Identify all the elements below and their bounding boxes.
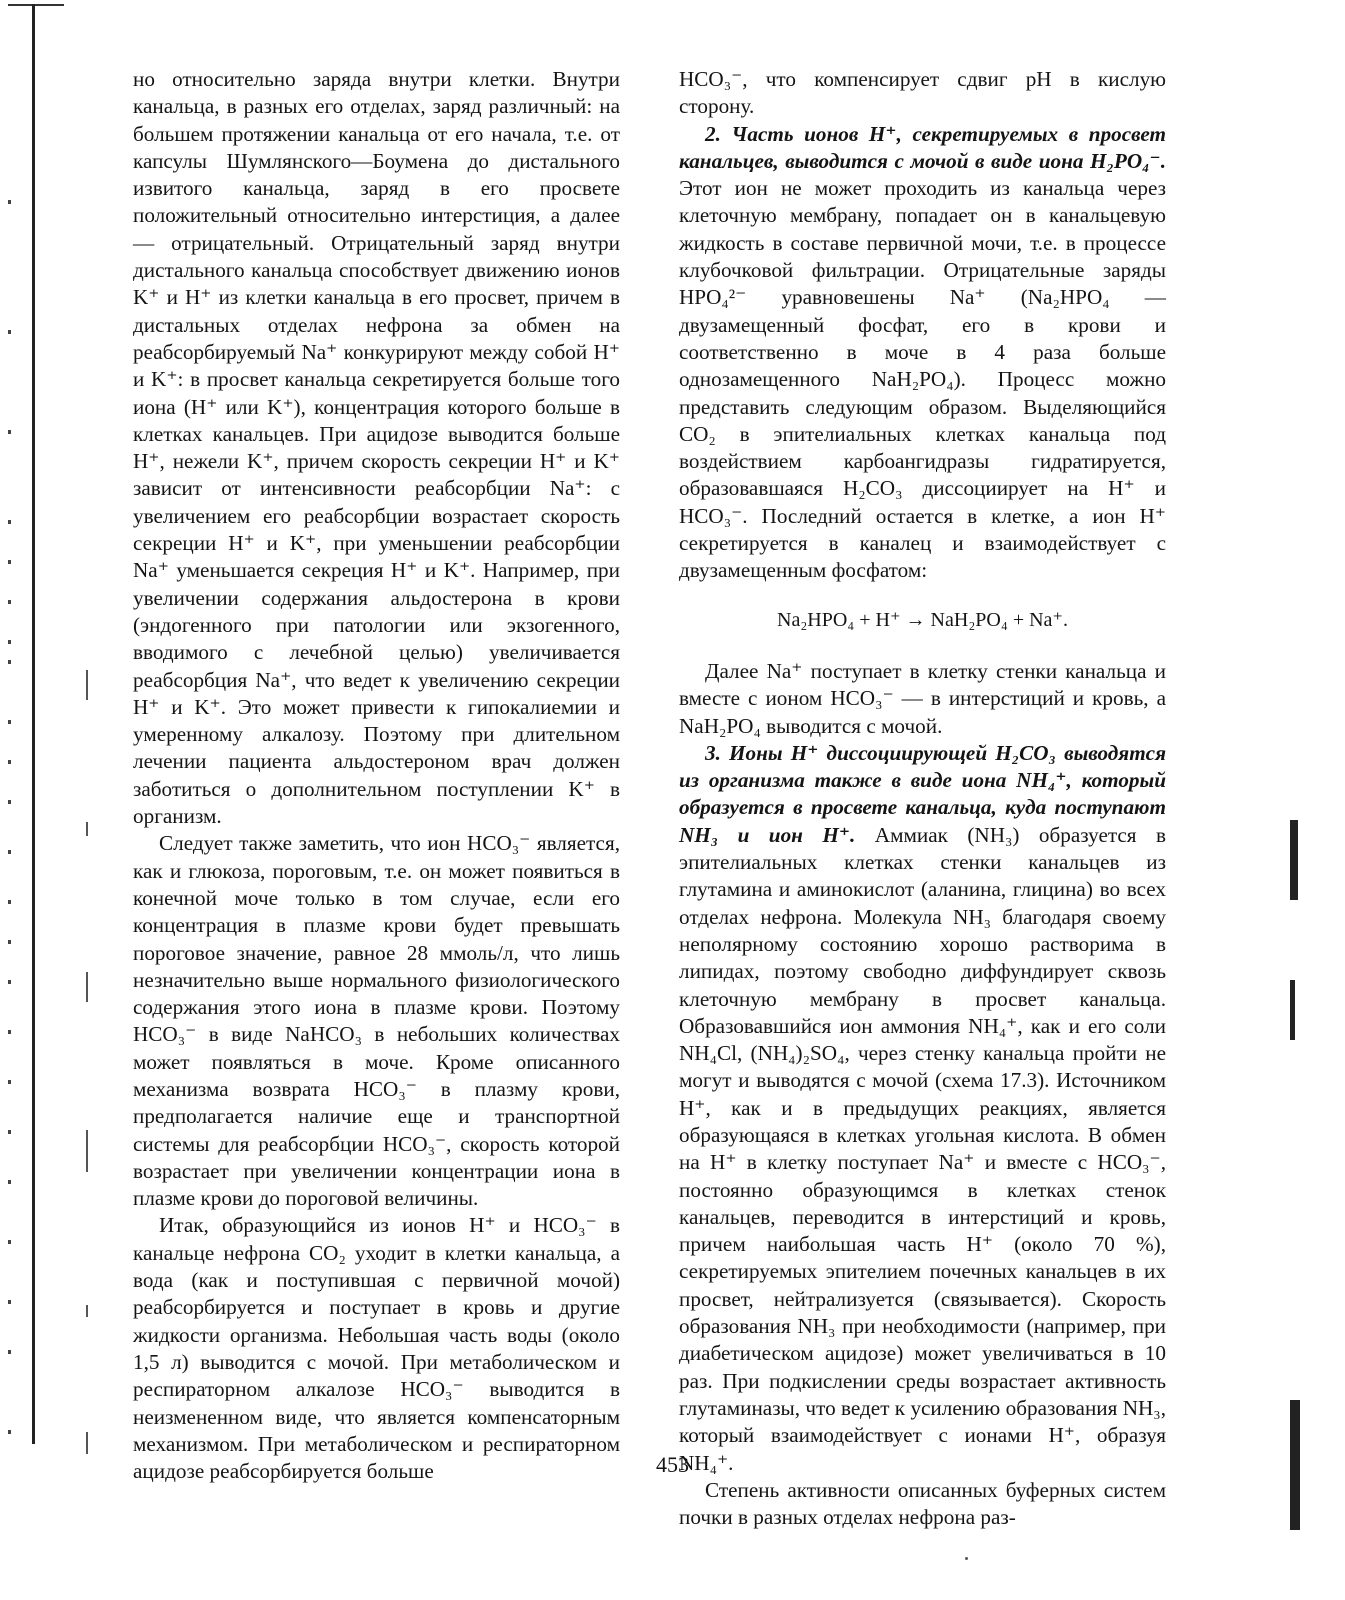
scan-edge-line [8, 4, 64, 6]
right-paragraph-2 [679, 121, 1166, 585]
section-2-text: Этот ион не может проходить из канальца через клеточную мембрану, попадает он в канальцевую жидкость в составе первичной мочи, т.е. в процессе клубочковой фильтрации. Отрицательные заряды HPO₄²⁻ уравновешены Na⁺ (Na₂HPO₄ — двузамещенный фосфат, его в крови и соответственно в моче в 4 раза больше однозамещенного NaH₂PO₄). Процесс можно представить следующим образом. Выделяющийся CO₂ в эпителиальных клетках канальца под воздействием карбоангидразы гидратируется, образовавшаяся H₂CO₃ диссоциирует на H⁺ и HCO₃⁻. Последний остается в клетке, а ион H⁺ секретируется в каналец и взаимодействует с двузамещенным фосфатом: [679, 176, 1166, 583]
scan-speck [8, 900, 11, 904]
scan-speck [8, 940, 11, 944]
left-column [133, 66, 620, 1485]
left-paragraph-3: Итак, образующийся из ионов H⁺ и HCO₃⁻ в канальце нефрона CO₂ уходит в клетки канальца, а вода (как и поступившая с первичной мочой) реабсорбируется и поступает в кровь и другие жидкости организма. Небольшая часть воды (около 1,5 л) выводится с мочой. При метаболическом и респираторном алкалозе HCO₃⁻ выводится в неизмененном виде, что является компенсаторным механизмом. При метаболическом и респираторном ацидозе реабсорбируется больше [133, 1213, 620, 1484]
right-column [679, 66, 1166, 1531]
scan-mark [86, 1305, 88, 1317]
scan-mark [86, 822, 88, 836]
scan-speck [8, 720, 11, 724]
right-paragraph-3: Далее Na⁺ поступает в клетку стенки канальца и вместе с ионом HCO₃⁻ — в интерстиций и кровь, а NaH₂PO₄ выводится с мочой. [679, 658, 1166, 738]
scan-speck [8, 600, 11, 604]
scan-mark [86, 972, 88, 1002]
right-paragraph-1: HCO₃⁻, что компенсирует сдвиг pH в кислую сторону. [679, 67, 1166, 119]
scan-speck [8, 1300, 11, 1304]
scan-speck [8, 850, 11, 854]
scan-mark [86, 1432, 88, 1454]
scan-mark [86, 1130, 88, 1172]
scan-speck [8, 1240, 11, 1244]
right-paragraph-5: Степень активности описанных буферных систем почки в разных отделах нефрона раз- [679, 1477, 1166, 1530]
scan-binding-line [32, 4, 35, 1444]
section-2-heading: 2. Часть ионов H⁺, секретируемых в просвет канальцев, выводится с мочой в виде иона H₂PO₄⁻. [679, 121, 1166, 173]
page-number: 453 [656, 1452, 689, 1477]
scan-speck [8, 1080, 11, 1084]
scan-speck [8, 760, 11, 764]
scan-speck [8, 1180, 11, 1184]
chemical-equation: Na₂HPO₄ + H⁺ → NaH₂PO₄ + Na⁺. [777, 608, 1068, 631]
scan-speck [965, 1557, 968, 1560]
scan-speck [8, 1030, 11, 1034]
scan-speck [8, 520, 11, 524]
left-paragraph-2: Следует также заметить, что ион HCO₃⁻ является, как и глюкоза, пороговым, т.е. он может появиться в конечной моче только в том случае, если его концентрация в плазме крови будет превышать пороговое значение, равное 28 ммоль/л, что лишь незначительно выше нормального физиологического содержания этого иона в плазме крови. Поэтому HCO₃⁻ в виде NaHCO₃ в небольших количествах может появляться в моче. Кроме описанного механизма возврата HCO₃⁻ в плазму крови, предполагается наличие еще и транспортной системы для реабсорбции HCO₃⁻, скорость которой возрастает при увеличении концентрации иона в плазме крови до пороговой величины. [133, 831, 620, 1211]
scan-speck [8, 430, 11, 434]
scan-edge-shadow [1290, 820, 1298, 900]
scan-edge-shadow [1290, 980, 1295, 1040]
section-3-text: Аммиак (NH₃) образуется в эпителиальных клетках стенки канальцев из глутамина и аминокислот (аланина, глицина) во всех отделах нефрона. Молекула NH₃ благодаря своему неполярному состоянию хорошо растворима в липидах, поэтому свободно диффундирует сквозь клеточную мембрану в просвет канальца. Образовавшийся ион аммония NH₄⁺, как и его соли NH₄Cl, (NH₄)₂SO₄, через стенку канальца пройти не могут и выводятся с мочой (схема 17.3). Источником H⁺, как и в предыдущих реакциях, является образующаяся в клетках угольная кислота. В обмен на H⁺ в клетку поступает Na⁺ и вместе с HCO₃⁻, постоянно образующимся в клетках стенок канальцев, переводится в интерстиций и кровь, причем наибольшая часть H⁺ (около 70 %), секретируемых эпителием почечных канальцев в их просвет, нейтрализуется (связывается). Скорость образования NH₃ при необходимости (например, при диабетическом ацидозе) может увеличиваться в 10 раз. При подкислении среды возрастает активность глутаминазы, что ведет к усилению образования NH₃, который взаимодействует с ионами H⁺, образуя NH₄⁺. [679, 822, 1166, 1475]
scan-speck [8, 560, 11, 564]
scan-speck [8, 660, 11, 664]
scan-speck [8, 330, 11, 334]
scan-speck [8, 1130, 11, 1134]
scan-speck [8, 1350, 11, 1354]
right-paragraph-4 [679, 740, 1166, 1477]
section-3-heading: 3. Ионы H⁺ диссоциирующей H₂CO₃ выводятся из организма также в виде иона NH₄⁺, который образуется в просвете канальца, куда поступают NH₃ и ион H⁺. [679, 740, 1166, 847]
scan-speck [8, 640, 11, 644]
scan-speck [8, 1430, 11, 1434]
scan-speck [8, 980, 11, 984]
scan-speck [8, 800, 11, 804]
scan-mark [86, 670, 88, 700]
left-paragraph-1: но относительно заряда внутри клетки. Внутри канальца, в разных его отделах, заряд различный: на большем протяжении канальца от его начала, т.е. от капсулы Шумлянского—Боумена до дистального извитого канальца, заряд в его просвете положительный относительно интерстиция, а далее — отрицательный. Отрицательный заряд внутри дистального канальца способствует движению ионов K⁺ и H⁺ из клетки канальца в его просвет, причем в дистальных отделах нефрона за обмен на реабсорбируемый Na⁺ конкурируют между собой H⁺ и K⁺: в просвет канальца секретируется больше того иона (H⁺ или K⁺), концентрация которого больше в клетках канальцев. При ацидозе выводится больше H⁺, нежели K⁺, причем скорость секреции H⁺ и K⁺ зависит от интенсивности реабсорбции Na⁺: с увеличением его реабсорбции возрастает скорость секреции H⁺ и K⁺, при уменьшении реабсорбции Na⁺ уменьшается секреция H⁺ и K⁺. Например, при увеличении содержания альдостерона в крови (эндогенного при патологии или экзогенного, вводимого с лечебной целью) увеличивается реабсорбция Na⁺, что ведет к увеличению секреции H⁺ и K⁺. Это может привести к гипокалиемии и умеренному алкалозу. Поэтому при длительном лечении пациента альдостероном врач должен заботиться о дополнительном поступлении K⁺ в организм. [133, 67, 620, 829]
scan-speck [8, 200, 11, 204]
